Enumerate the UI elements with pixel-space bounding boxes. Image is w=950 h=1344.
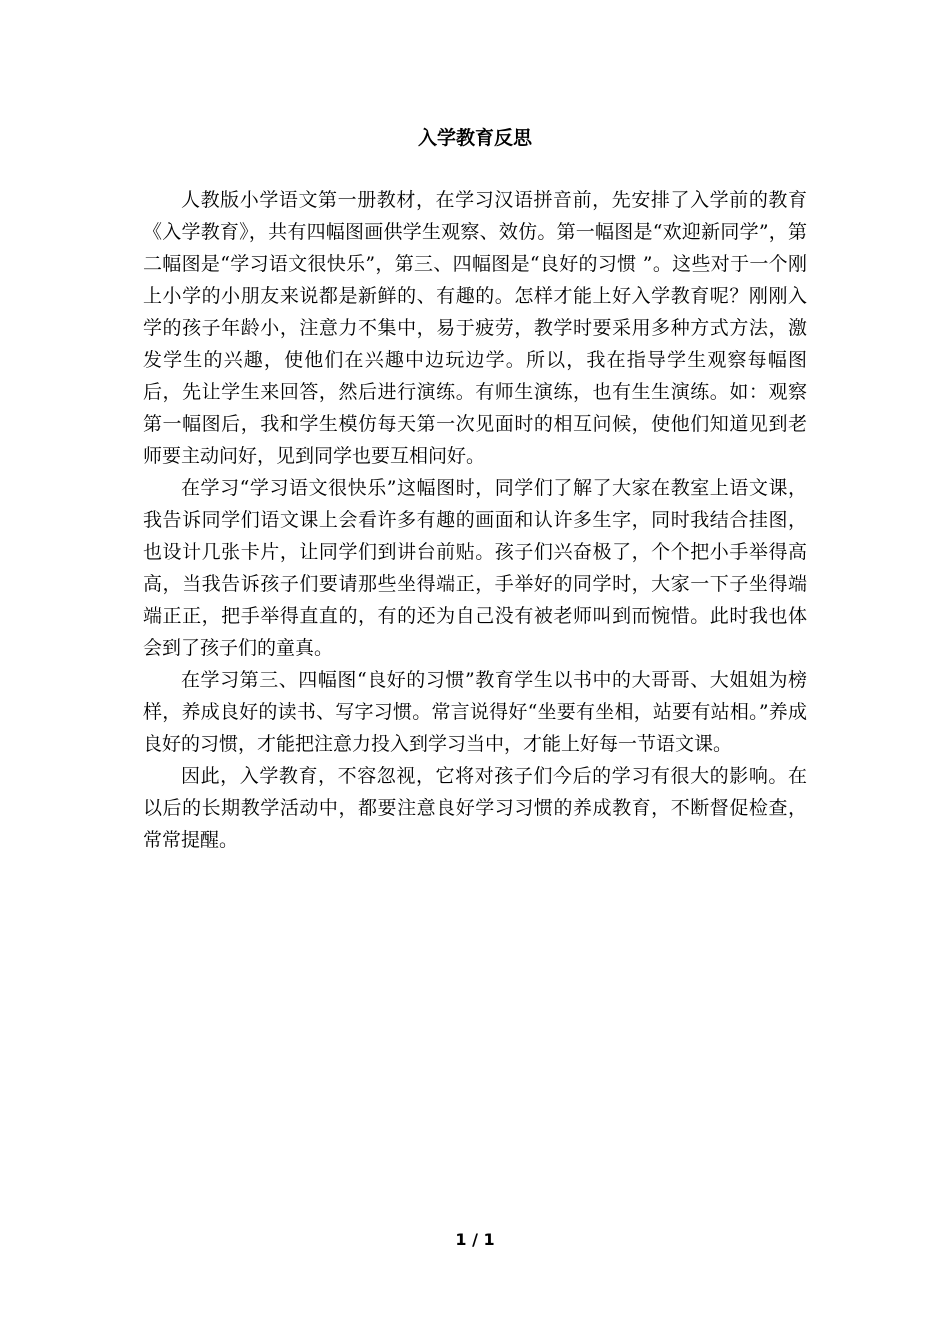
paragraph-4: 因此，入学教育，不容忽视，它将对孩子们今后的学习有很大的影响。在以后的长期教学活动中，都要注意良好学习习惯的养成教育，不断督促检查，常常提醒。 (143, 765, 807, 851)
paragraph-3: 在学习第三、四幅图“良好的习惯”教育学生以书中的大哥哥、大姐姐为榜样，养成良好的读书、写字习惯。常言说得好“坐要有坐相，站要有站相。”养成良好的习惯，才能把注意力投入到学习当中，才能上好每一节语文课。 (143, 669, 807, 755)
paragraph-1: 人教版小学语文第一册教材，在学习汉语拼音前，先安排了入学前的教育《入学教育》，共有四幅图画供学生观察、效仿。第一幅图是“欢迎新同学”，第二幅图是“学习语文很快乐”，第三、四幅图是“良好的习惯 ”。这些对于一个刚上小学的小朋友来说都是新鲜的、有趣的。怎样才能上好入学教育呢？刚刚入学的孩子年龄小，注意力不集中，易于疲劳，教学时要采用多种方式方法，激发学生的兴趣，使他们在兴趣中边玩边学。所以，我在指导学生观察每幅图后，先让学生来回答，然后进行演练。有师生演练，也有生生演练。如：观察第一幅图后，我和学生模仿每天第一次见面时的相互问候，使他们知道见到老师要主动问好，见到同学也要互相问好。 (143, 189, 807, 467)
document-title: 入学教育反思 (417, 127, 532, 149)
paragraph-2: 在学习“学习语文很快乐”这幅图时，同学们了解了大家在教室上语文课，我告诉同学们语文课上会看许多有趣的画面和认许多生字，同时我结合挂图，也设计几张卡片，让同学们到讲台前贴。孩子们兴奋极了，个个把小手举得高高，当我告诉孩子们要请那些坐得端正，手举好的同学时，大家一下子坐得端端正正，把手举得直直的，有的还为自己没有被老师叫到而惋惜。此时我也体会到了孩子们的童真。 (143, 477, 807, 659)
page-number: 1 / 1 (455, 1230, 495, 1249)
document-body (143, 184, 807, 856)
